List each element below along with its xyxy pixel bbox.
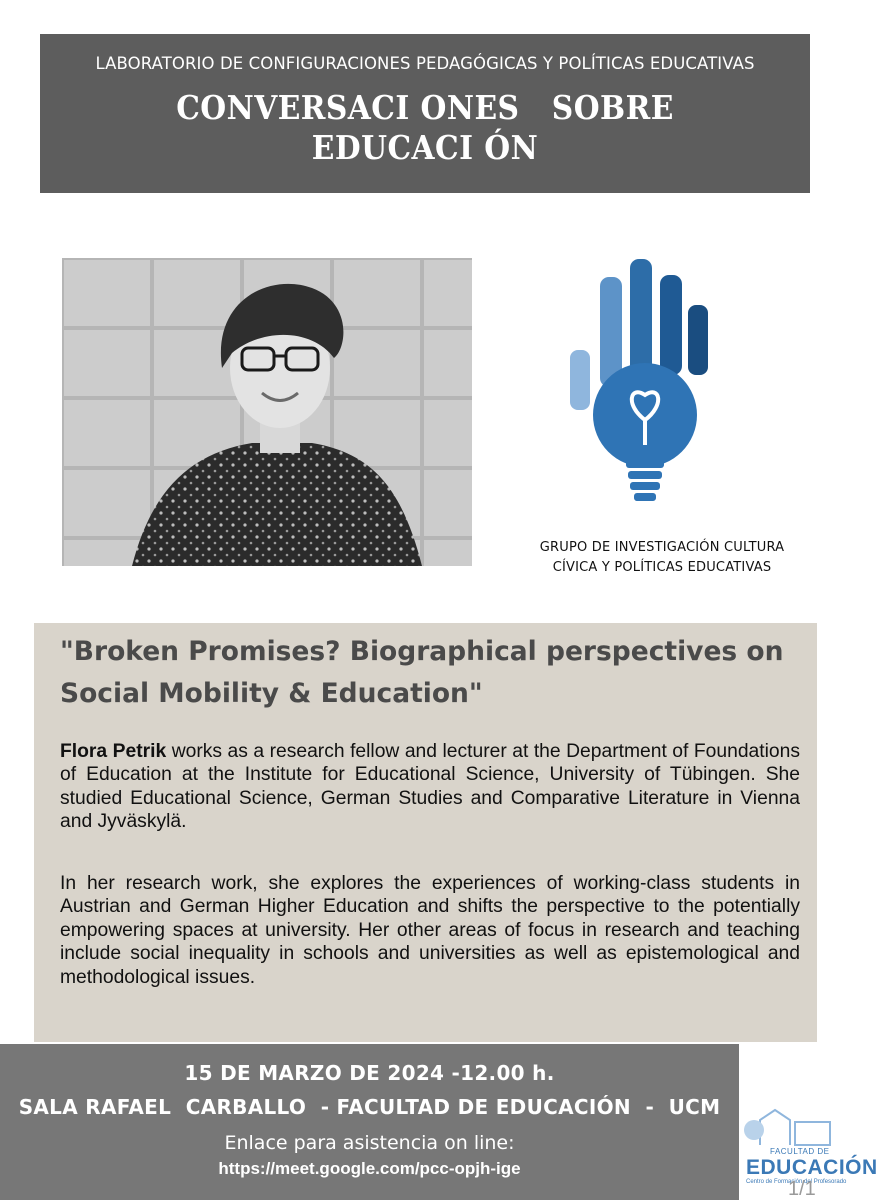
speaker-bio-text: works as a research fellow and lecturer at the Department of Foundations of Education at the Institute for Educational Science, University of Tübingen. She studied Educational Science, German Studies and Comparative Literature in Vienna and Jyväskylä. (60, 741, 800, 833)
research-group-name (512, 538, 812, 578)
faculty-logo-line1: FACULTAD DE (770, 1147, 830, 1156)
event-series-title-line2: EDUCACI ÓN (311, 128, 539, 167)
event-venue: SALA RAFAEL CARBALLO - FACULTAD DE EDUCACIÓN - UCM (18, 1095, 721, 1119)
talk-title: "Broken Promises? Biographical perspectives on Social Mobility & Education" (60, 636, 784, 709)
online-link-label: Enlace para asistencia on line: (224, 1132, 515, 1154)
event-series-title-line1: CONVERSACI ONES SOBRE (176, 88, 674, 127)
header-banner (40, 34, 810, 193)
page-number: 1/1 (788, 1178, 816, 1200)
research-description: In her research work, she explores the experiences of working-class students in Austrian and German Higher Education and shifts the perspective to the potentially empowering spaces at university. Her other areas of focus in research and teaching include social inequality in schools and universities as well as epistemological and methodological issues. (60, 873, 800, 988)
lab-name: LABORATORIO DE CONFIGURACIONES PEDAGÓGICAS Y POLÍTICAS EDUCATIVAS (95, 54, 755, 73)
faculty-logo-line2: EDUCACIÓN (746, 1156, 878, 1179)
research-group-name-line1: GRUPO DE INVESTIGACIÓN CULTURA (539, 540, 785, 555)
speaker-bio (60, 740, 800, 834)
speaker-photo (62, 258, 472, 566)
event-date-time: 15 DE MARZO DE 2024 -12.00 h. (184, 1061, 555, 1085)
online-meeting-link[interactable]: https://meet.google.com/pcc-opjh-ige (218, 1159, 521, 1178)
research-group-logo-icon (560, 255, 720, 505)
research-group-name-line2: CÍVICA Y POLÍTICAS EDUCATIVAS (552, 560, 772, 575)
speaker-name: Flora Petrik (60, 741, 167, 762)
faculty-logo-line3: Centro de Formación del Profesorado (746, 1179, 847, 1185)
event-details-footer (0, 1044, 739, 1200)
event-series-title (79, 88, 772, 168)
talk-info-panel (34, 623, 817, 1042)
